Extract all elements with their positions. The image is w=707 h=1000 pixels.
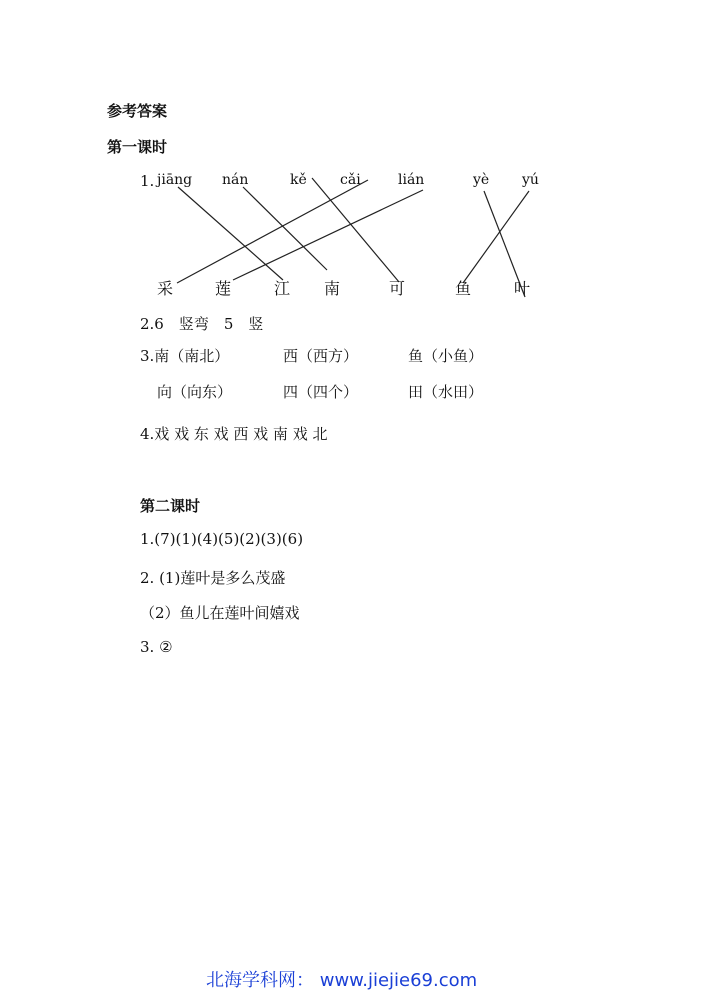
footer-link[interactable]: 北海学科网： www.jiejie69.com: [206, 970, 478, 991]
matching-lines: [0, 0, 707, 320]
pinyin-lian: lián: [398, 172, 425, 188]
line-lian-to-lian: [233, 190, 423, 280]
lesson1-q2: 2.6 竖弯 5 竖: [140, 315, 264, 333]
pinyin-nan: nán: [222, 172, 249, 188]
pinyin-yu: yú: [522, 172, 539, 188]
q3-row2-col1: 向（向东）: [157, 383, 233, 401]
q3-row1-col2: 西（西方）: [283, 347, 359, 365]
pinyin-jiang: jiāng: [157, 172, 193, 188]
char-yu: 鱼: [455, 279, 472, 298]
line-nan-to-nan: [243, 187, 327, 270]
lesson2-heading: 第二课时: [140, 497, 201, 515]
q3-row2-col3: 田（水田）: [408, 383, 484, 401]
char-nan: 南: [324, 279, 341, 298]
q1-number: 1.: [140, 172, 155, 190]
answer-title: 参考答案: [107, 102, 168, 120]
q3-row1-col3: 鱼（小鱼）: [408, 347, 484, 365]
char-cai: 采: [157, 279, 174, 298]
pinyin-ye: yè: [473, 172, 490, 188]
pinyin-cai: cǎi: [340, 172, 361, 188]
pinyin-ke: kě: [290, 172, 307, 188]
q3-row1-col1: 3.南（南北）: [140, 347, 230, 365]
lesson2-q1: 1.(7)(1)(4)(5)(2)(3)(6): [140, 530, 304, 548]
char-ke: 可: [389, 279, 406, 298]
char-ye: 叶: [514, 279, 531, 298]
char-lian: 莲: [215, 279, 232, 298]
lesson2-q2a: 2. (1)莲叶是多么茂盛: [140, 569, 286, 587]
line-jiang-to-jiang: [178, 187, 283, 280]
q3-row2-col2: 四（四个）: [283, 383, 359, 401]
lesson1-q4: 4.戏 戏 东 戏 西 戏 南 戏 北: [140, 425, 328, 443]
char-jiang: 江: [274, 279, 291, 298]
lesson1-heading: 第一课时: [107, 138, 168, 156]
line-yu-to-yu: [463, 191, 529, 283]
lesson2-q3: 3. ②: [140, 638, 173, 656]
line-cai-to-cai: [177, 180, 368, 283]
line-ke-to-ke: [312, 178, 399, 282]
lesson2-q2b: （2）鱼儿在莲叶间嬉戏: [140, 604, 300, 622]
